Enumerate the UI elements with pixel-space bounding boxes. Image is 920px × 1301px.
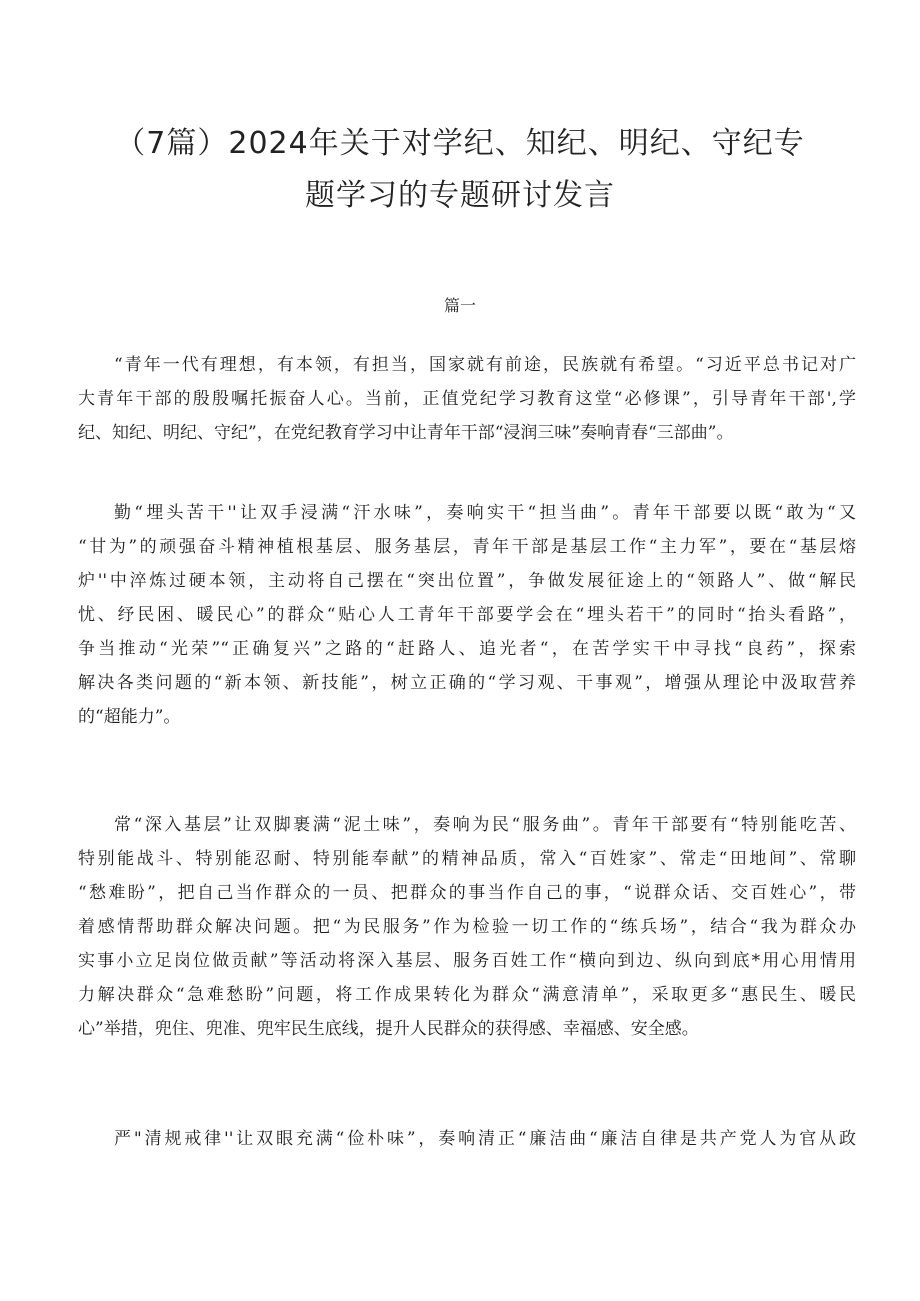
- paragraph: [78, 348, 856, 450]
- paragraph-line: 纪、知纪、明纪、守纪”，在党纪教育学习中让青年干部“浸润三味”奏响青春“三部曲”。: [78, 423, 734, 443]
- paragraph-line: “愁难盼”，把自己当作群众的一员、把群众的事当作自己的事，“说群众话、交百姓心”，带: [78, 883, 856, 903]
- title-line: （7篇）2024年关于对学纪、知纪、明纪、守纪专: [115, 126, 805, 161]
- paragraph: [78, 496, 856, 734]
- paragraph-line: 特别能战斗、特别能忍耐、特别能奉献”的精神品质，常入“百姓家”、常走“田地间”、常聊: [78, 849, 856, 869]
- paragraph-line: “青年一代有理想，有本领，有担当，国家就有前途，民族就有希望。“习近平总书记对广: [114, 355, 856, 375]
- paragraph-line: 常“深入基层”让双脚裹满“泥土味”，奏响为民“服务曲”。青年干部要有“特别能吃苦、: [114, 815, 856, 835]
- paragraph-line: “甘为”的顽强奋斗精神植根基层、服务基层，青年干部是基层工作“主力军”，要在“基层熔: [78, 537, 856, 557]
- paragraph-line: 解决各类问题的“新本领、新技能”，树立正确的“学习观、干事观”，增强从理论中汲取营养: [78, 673, 856, 693]
- paragraph-line: 争当推动“光荣”“正确复兴”之路的“赶路人、追光者“，在苦学实干中寻找“良药”，探索: [78, 639, 856, 659]
- paragraph: [78, 1122, 856, 1156]
- paragraph-line: 忧、纾民困、暖民心”的群众“贴心人工青年干部要学会在“埋头若干”的同时“抬头看路”，: [78, 605, 856, 625]
- paragraph: [78, 808, 856, 1046]
- paragraph-line: 严"清规戒律''让双眼充满“俭朴味”，奏响清正“廉洁曲“廉洁自律是共产党人为官从政: [114, 1129, 856, 1149]
- section-heading: 篇一: [443, 296, 476, 315]
- document-title: [80, 118, 840, 222]
- paragraph-line: 心”举措，兜住、兜准、兜牢民生底线，提升人民群众的获得感、幸福感、安全感。: [78, 1019, 699, 1039]
- paragraph-line: 实事小立足岗位做贡献”等活动将深入基层、服务百姓工作“横向到边、纵向到底*用心用情用: [78, 951, 856, 971]
- paragraph-line: 着感情帮助群众解决问题。把“为民服务”作为检验一切工作的“练兵场”，结合“我为群众办: [78, 917, 856, 937]
- paragraph-line: 大青年干部的殷殷嘱托振奋人心。当前，正值党纪学习教育这堂“必修课”，引导青年干部',学: [78, 389, 856, 409]
- paragraph-line: 炉''中淬炼过硬本领，主动将自己摆在“突出位置”，争做发展征途上的“领路人”、做“解民: [78, 571, 856, 591]
- paragraph-line: 力解决群众“急难愁盼”问题，将工作成果转化为群众“满意清单”，采取更多“惠民生、暖民: [78, 985, 856, 1005]
- paragraph-line: 勤“埋头苦干''让双手浸满“汗水味”，奏响实干“担当曲”。青年干部要以既“敢为“又: [114, 503, 856, 523]
- title-line: 题学习的专题研讨发言: [305, 178, 615, 213]
- paragraph-line: 的“超能力”。: [78, 707, 181, 727]
